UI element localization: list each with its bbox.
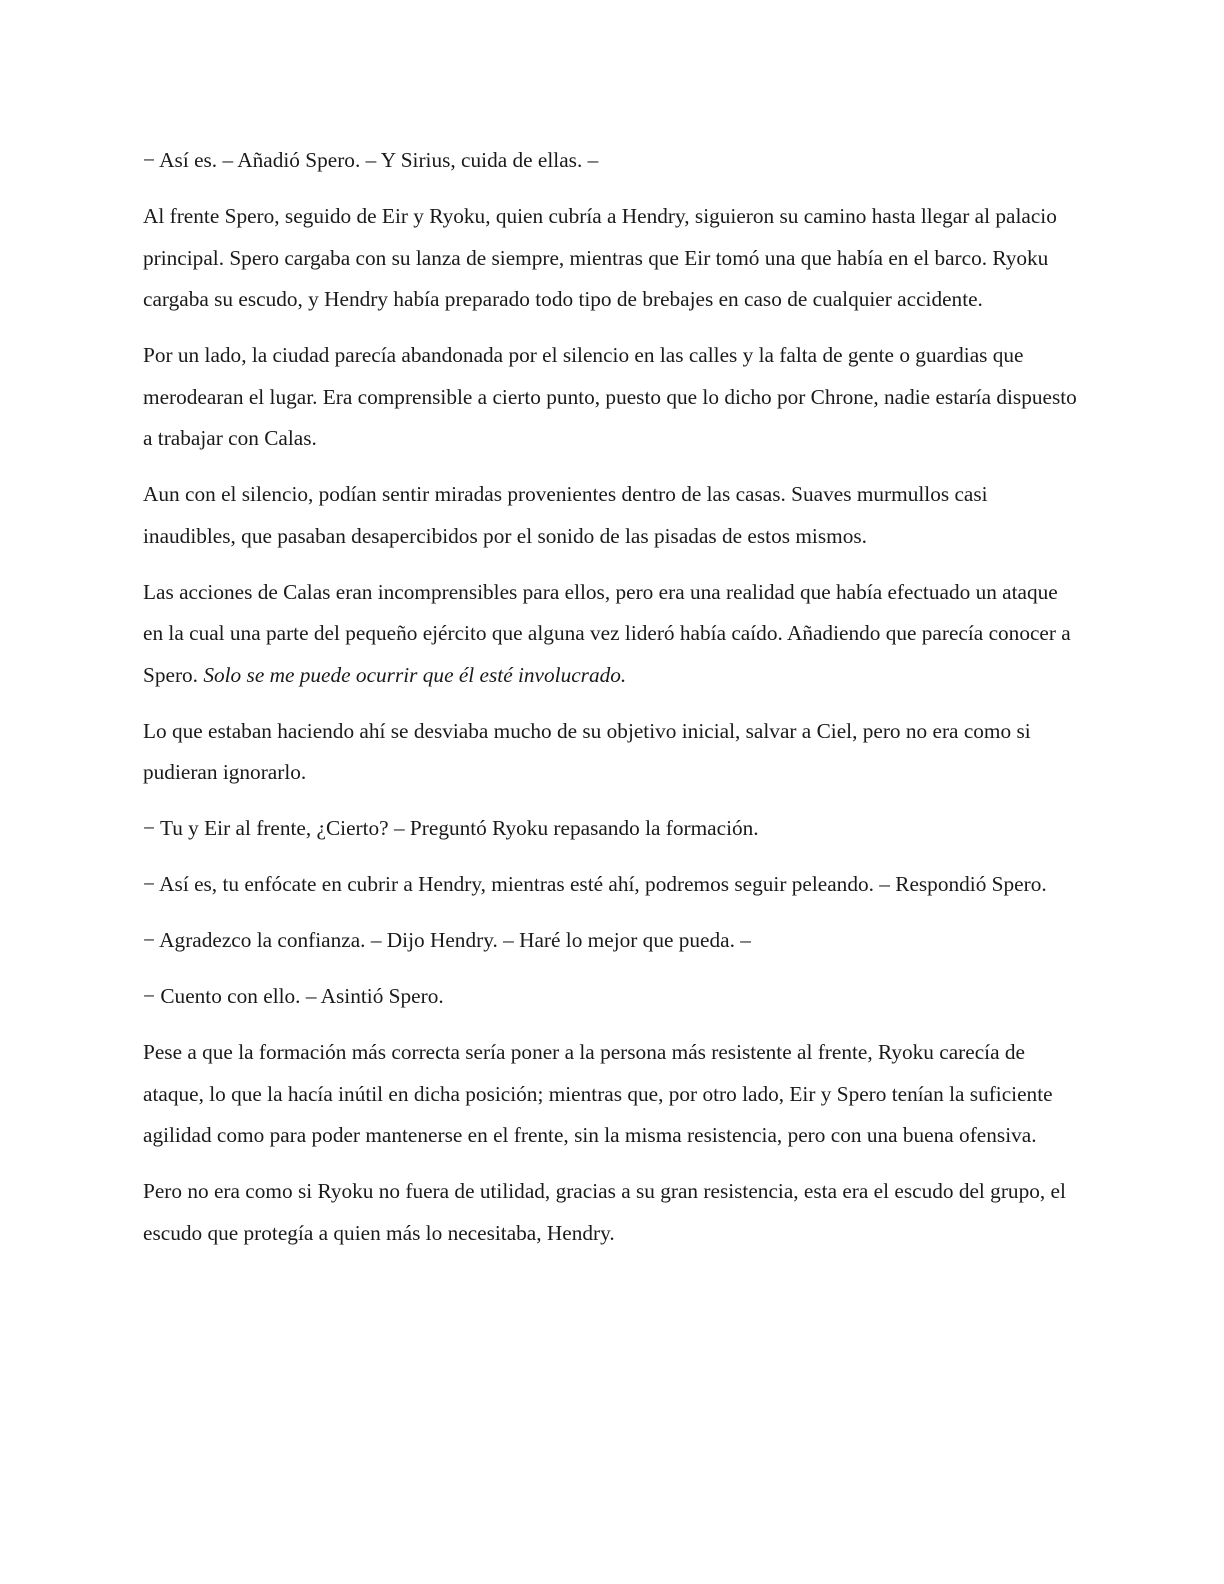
paragraph-12 — [143, 1171, 1083, 1254]
paragraph-5 — [143, 572, 1083, 697]
paragraph-text: Al frente Spero, seguido de Eir y Ryoku, quien cubría a Hendry, siguieron su camino hasta llegar al palacio principal. Spero cargaba con su lanza de siempre, mientras que Eir tomó una que había en el barco. Ryoku cargaba su escudo, y Hendry había preparado todo tipo de brebajes en caso de cualquier accidente. — [143, 204, 1057, 311]
paragraph-text: − Así es, tu enfócate en cubrir a Hendry, mientras esté ahí, podremos seguir peleando. – Respondió Spero. — [143, 872, 1047, 896]
paragraph-8 — [143, 864, 1083, 906]
paragraph-text: Las acciones de Calas eran incomprensibles para ellos, pero era una realidad que había efectuado un ataque en la cual una parte del pequeño ejército que alguna vez lideró había caído. Añadiendo que parecía conocer a Spero. — [143, 579, 1071, 687]
document-body — [143, 140, 1083, 1269]
paragraph-9 — [143, 920, 1083, 962]
paragraph-text: − Agradezco la confianza. – Dijo Hendry. – Haré lo mejor que pueda. – — [143, 928, 751, 952]
paragraph-7 — [143, 808, 1083, 850]
paragraph-text: Pero no era como si Ryoku no fuera de utilidad, gracias a su gran resistencia, esta era el escudo del grupo, el escudo que protegía a quien más lo necesitaba, Hendry. — [143, 1179, 1066, 1245]
paragraph-text: − Cuento con ello. – Asintió Spero. — [143, 984, 444, 1008]
paragraph-6 — [143, 711, 1083, 794]
paragraph-10 — [143, 976, 1083, 1018]
paragraph-text: Lo que estaban haciendo ahí se desviaba mucho de su objetivo inicial, salvar a Ciel, pero no era como si pudieran ignorarlo. — [143, 718, 1031, 784]
paragraph-text: Aun con el silencio, podían sentir miradas provenientes dentro de las casas. Suaves murmullos casi inaudibles, que pasaban desapercibidos por el sonido de las pisadas de estos mismos. — [143, 482, 988, 548]
paragraph-1 — [143, 140, 1083, 182]
paragraph-4 — [143, 474, 1083, 557]
paragraph-text: Por un lado, la ciudad parecía abandonada por el silencio en las calles y la falta de gente o guardias que merodearan el lugar. Era comprensible a cierto punto, puesto que lo dicho por Chrone, nadie estaría dispuesto a trabajar con Calas. — [143, 343, 1077, 450]
paragraph-italic-thought: Solo se me puede ocurrir que él esté involucrado. — [203, 662, 627, 687]
paragraph-text: − Tu y Eir al frente, ¿Cierto? – Preguntó Ryoku repasando la formación. — [143, 816, 759, 840]
paragraph-text: − Así es. – Añadió Spero. – Y Sirius, cuida de ellas. – — [143, 148, 599, 172]
paragraph-2 — [143, 196, 1083, 321]
paragraph-3 — [143, 335, 1083, 460]
paragraph-11 — [143, 1032, 1083, 1157]
paragraph-text: Pese a que la formación más correcta sería poner a la persona más resistente al frente, Ryoku carecía de ataque, lo que la hacía inútil en dicha posición; mientras que, por otro lado, Eir y Spero tenían la suficiente agilidad como para poder mantenerse en el frente, sin la misma resistencia, pero con una buena ofensiva. — [143, 1040, 1053, 1147]
